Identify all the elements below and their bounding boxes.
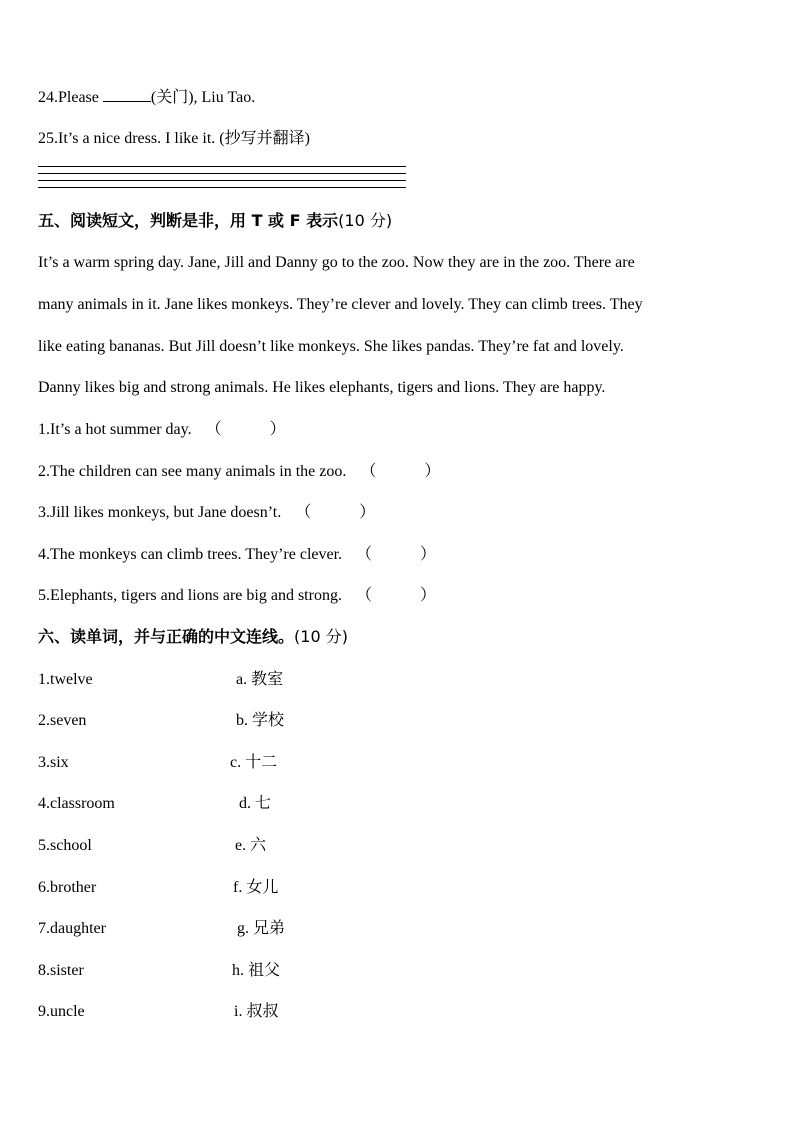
question-24: [38, 87, 255, 108]
writing-line: [38, 180, 406, 181]
match-chinese-word[interactable]: a. 教室: [236, 671, 284, 688]
tf-answer-paren[interactable]: （ ）: [356, 546, 437, 563]
section-6-heading: [38, 627, 348, 647]
tf-question-1: [38, 420, 286, 440]
match-chinese-word[interactable]: i. 叔叔: [234, 1003, 279, 1020]
passage-line-2: many animals in it. Jane likes monkeys. They’re clever and lovely. They can climb trees. They: [38, 296, 643, 313]
writing-line: [38, 187, 406, 188]
section-6-score: (10 分): [294, 627, 348, 646]
match-english-word[interactable]: 6.brother: [38, 879, 97, 896]
tf-question-3: [38, 503, 375, 523]
tf-question-5: [38, 586, 436, 606]
question-24-suffix: (关门), Liu Tao.: [150, 89, 256, 106]
tf-question-2: [38, 462, 440, 482]
writing-line: [38, 166, 406, 167]
question-24-prefix: 24.Please: [38, 89, 99, 106]
section-6-title: 六、读单词，并与正确的中文连线。: [38, 627, 295, 646]
tf-question-text: 2.The children can see many animals in the zoo.: [38, 463, 347, 480]
section-5-score: (10 分): [338, 211, 393, 230]
section-5-heading: [38, 211, 392, 231]
match-chinese-word[interactable]: f. 女儿: [233, 879, 279, 896]
passage-line-1: It’s a warm spring day. Jane, Jill and Danny go to the zoo. Now they are in the zoo. There are: [38, 254, 635, 271]
match-english-word[interactable]: 8.sister: [38, 962, 84, 979]
match-english-word[interactable]: 2.seven: [38, 712, 87, 729]
match-english-word[interactable]: 3.six: [38, 754, 69, 771]
passage-line-4: Danny likes big and strong animals. He likes elephants, tigers and lions. They are happy.: [38, 379, 606, 396]
tf-question-text: 5.Elephants, tigers and lions are big and strong.: [38, 587, 342, 604]
question-25: 25.It’s a nice dress. I like it. (抄写并翻译): [38, 130, 310, 147]
tf-question-text: 1.It’s a hot summer day.: [38, 421, 192, 438]
section-5-title: 五、阅读短文，判断是非，用 T 或 F 表示: [38, 211, 339, 230]
tf-question-text: 4.The monkeys can climb trees. They’re clever.: [38, 546, 343, 563]
answer-blank[interactable]: [103, 87, 151, 102]
tf-question-text: 3.Jill likes monkeys, but Jane doesn’t.: [38, 504, 282, 521]
match-chinese-word[interactable]: h. 祖父: [232, 962, 281, 979]
tf-answer-paren[interactable]: （ ）: [360, 463, 441, 480]
match-english-word[interactable]: 4.classroom: [38, 795, 115, 812]
match-english-word[interactable]: 1.twelve: [38, 671, 93, 688]
tf-answer-paren[interactable]: （ ）: [355, 587, 436, 604]
writing-line: [38, 173, 406, 174]
match-chinese-word[interactable]: g. 兄弟: [237, 920, 286, 937]
match-english-word[interactable]: 9.uncle: [38, 1003, 85, 1020]
match-english-word[interactable]: 7.daughter: [38, 920, 106, 937]
writing-lines[interactable]: [38, 166, 406, 194]
tf-question-4: [38, 545, 436, 565]
tf-answer-paren[interactable]: （ ）: [295, 504, 376, 521]
match-english-word[interactable]: 5.school: [38, 837, 92, 854]
match-chinese-word[interactable]: c. 十二: [230, 754, 278, 771]
match-chinese-word[interactable]: d. 七: [239, 795, 272, 812]
tf-answer-paren[interactable]: （ ）: [205, 421, 286, 438]
match-chinese-word[interactable]: e. 六: [235, 837, 267, 854]
passage-line-3: like eating bananas. But Jill doesn’t like monkeys. She likes pandas. They’re fat and lovely.: [38, 338, 624, 355]
match-chinese-word[interactable]: b. 学校: [236, 712, 285, 729]
